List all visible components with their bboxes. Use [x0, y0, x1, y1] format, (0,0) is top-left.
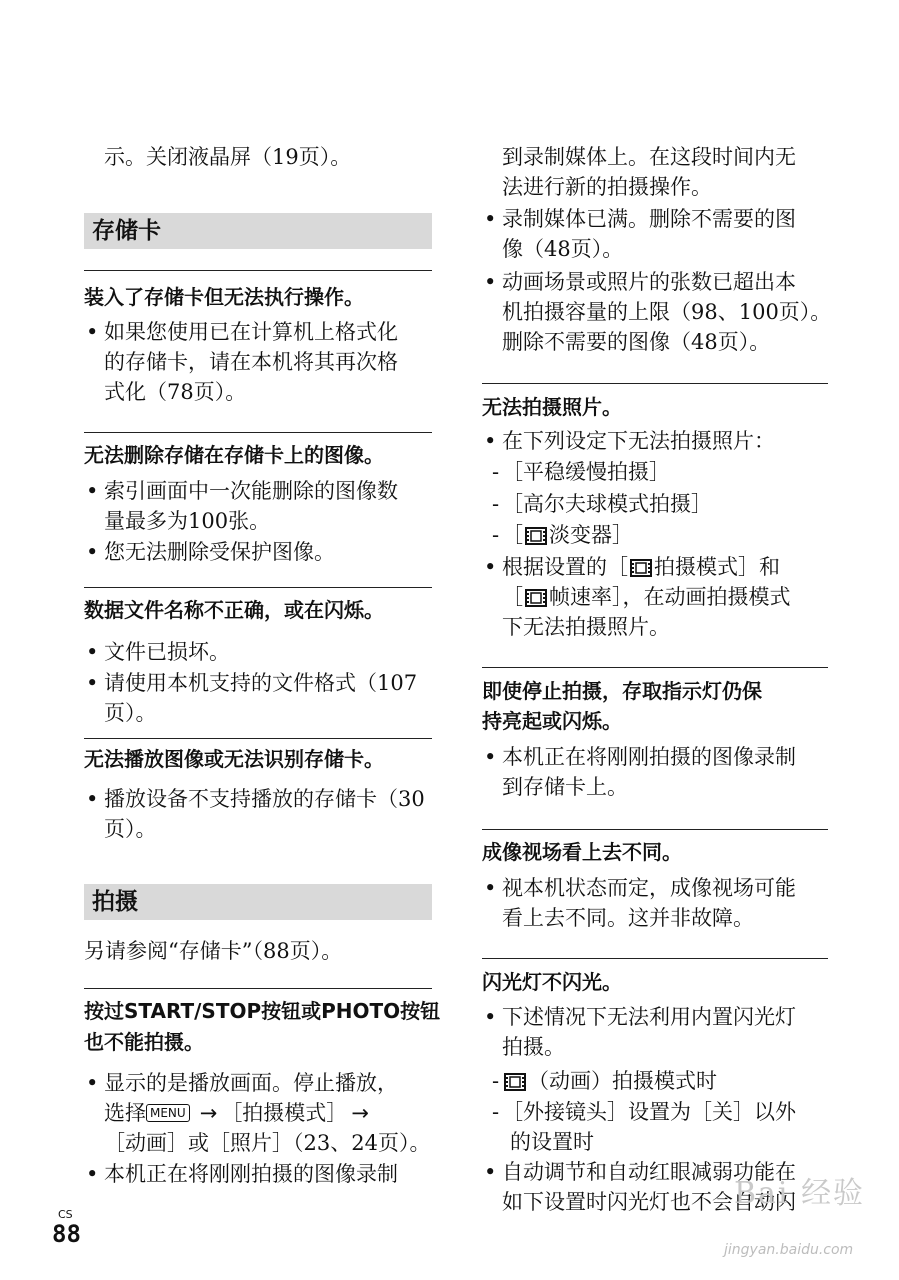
bullet: • — [484, 429, 497, 453]
dash-marker: - — [492, 523, 500, 547]
text-line: 本机正在将刚刚拍摄的图像录制 — [502, 745, 796, 769]
bullet: • — [484, 1005, 497, 1029]
dash-marker: - — [492, 460, 500, 484]
movie-film-icon — [630, 559, 652, 577]
divider — [84, 432, 432, 433]
arrow-right-icon: → — [351, 1101, 369, 1125]
section-title: 拍摄 — [92, 889, 138, 915]
text-line: ［外接镜头］设置为［关］以外 — [502, 1100, 796, 1124]
text-line: 在下列设定下无法拍摄照片： — [502, 429, 775, 453]
text-line: 到存储卡上。 — [502, 775, 628, 799]
language-code: CS — [58, 1208, 73, 1221]
divider — [84, 587, 432, 588]
bullet: • — [484, 270, 497, 294]
text-line: 像（48页）。 — [502, 237, 624, 261]
topic-heading: 成像视场看上去不同。 — [482, 840, 682, 864]
text-line: 自动调节和自动红眼减弱功能在 — [502, 1160, 796, 1184]
text-fragment: 拍摄模式］和 — [654, 555, 780, 579]
topic-heading: 也不能拍摄。 — [84, 1030, 204, 1054]
watermark — [720, 1168, 890, 1272]
text-line: ［高尔夫球模式拍摄］ — [502, 492, 712, 516]
bullet: • — [86, 1162, 99, 1186]
topic-heading: 持亮起或闪烁。 — [482, 709, 622, 733]
text-line: 的存储卡，请在本机将其再次格 — [104, 350, 398, 374]
topic-heading: 闪光灯不闪光。 — [482, 970, 622, 994]
text-line: 式化（78页）。 — [104, 380, 247, 404]
text-line — [502, 520, 633, 550]
text-line: 文件已损坏。 — [104, 640, 230, 664]
topic-heading: 无法拍摄照片。 — [482, 395, 622, 419]
text-line: 量最多为100张。 — [104, 509, 271, 533]
text-fragment: ［拍摄模式］ — [221, 1101, 348, 1125]
section-header-shooting — [84, 884, 432, 920]
movie-film-icon — [504, 1073, 526, 1091]
see-also-line: 另请参阅“存储卡”（88页）。 — [84, 939, 343, 963]
text-fragment: 淡变器］ — [549, 523, 633, 547]
text-fragment: （动画）拍摄模式时 — [528, 1069, 717, 1093]
text-line — [104, 1098, 373, 1128]
text-line: 索引画面中一次能删除的图像数 — [104, 479, 398, 503]
text-line: 删除不需要的图像（48页）。 — [502, 330, 771, 354]
divider — [84, 738, 432, 739]
menu-key-icon: MENU — [146, 1104, 190, 1122]
divider — [482, 667, 828, 668]
text-line: 动画场景或照片的张数已超出本 — [502, 270, 796, 294]
movie-film-icon — [525, 589, 547, 607]
watermark-logo: Bai 经验 — [734, 1176, 866, 1211]
page-number: 88 — [52, 1220, 81, 1248]
text-line: 页）。 — [104, 701, 157, 725]
text-line: 下无法拍摄照片。 — [502, 615, 670, 639]
text-fragment: 选择 — [104, 1101, 146, 1125]
intro-line: 示。关闭液晶屏（19页）。 — [104, 145, 352, 169]
text-line: 拍摄。 — [502, 1035, 565, 1059]
text-line: 您无法删除受保护图像。 — [104, 540, 335, 564]
text-fragment: ［ — [502, 523, 523, 547]
bullet: • — [484, 555, 497, 579]
divider — [482, 958, 828, 959]
text-line: 录制媒体已满。删除不需要的图 — [502, 207, 796, 231]
text-fragment: ［ — [502, 585, 523, 609]
text-line: ［平稳缓慢拍摄］ — [502, 460, 670, 484]
text-line: 如果您使用已在计算机上格式化 — [104, 320, 398, 344]
dash-marker: - — [492, 1100, 500, 1124]
watermark-url: jingyan.baidu.com — [724, 1242, 854, 1258]
bullet: • — [86, 640, 99, 664]
topic-heading: 按过START/STOP按钮或PHOTO按钮 — [84, 999, 441, 1023]
text-line: 请使用本机支持的文件格式（107 — [104, 671, 418, 695]
topic-heading: 数据文件名称不正确，或在闪烁。 — [84, 598, 384, 622]
section-title: 存储卡 — [92, 218, 161, 244]
bullet: • — [86, 671, 99, 695]
text-line: 机拍摄容量的上限（98、100页）。 — [502, 300, 832, 324]
arrow-right-icon: → — [199, 1101, 218, 1125]
text-line: 到录制媒体上。在这段时间内无 — [502, 145, 796, 169]
bullet: • — [86, 787, 99, 811]
text-line: 如下设置时闪光灯也不会自动闪 — [502, 1190, 796, 1214]
topic-heading: 即使停止拍摄，存取指示灯仍保 — [482, 679, 762, 703]
text-line: 显示的是播放画面。停止播放， — [104, 1071, 398, 1095]
text-line: 的设置时 — [510, 1130, 594, 1154]
text-line — [502, 582, 791, 612]
bullet: • — [484, 207, 497, 231]
divider — [482, 829, 828, 830]
section-header-memory-card — [84, 213, 432, 249]
topic-heading: 无法播放图像或无法识别存储卡。 — [84, 747, 384, 771]
text-line — [502, 552, 780, 582]
bullet: • — [484, 1160, 497, 1184]
text-fragment: 帧速率］，在动画拍摄模式 — [549, 585, 791, 609]
text-line: ［动画］或［照片］（23、24页）。 — [104, 1131, 431, 1155]
topic-heading: 装入了存储卡但无法执行操作。 — [84, 285, 364, 309]
bullet: • — [86, 479, 99, 503]
bullet: • — [484, 745, 497, 769]
text-line: 法进行新的拍摄操作。 — [502, 175, 712, 199]
movie-film-icon — [525, 527, 547, 545]
text-line: 视本机状态而定，成像视场可能 — [502, 876, 796, 900]
dash-marker: - — [492, 492, 500, 516]
text-fragment: 根据设置的［ — [502, 555, 628, 579]
divider — [482, 383, 828, 384]
text-line: 播放设备不支持播放的存储卡（30 — [104, 787, 425, 811]
topic-heading: 无法删除存储在存储卡上的图像。 — [84, 443, 384, 467]
text-line: 页）。 — [104, 817, 157, 841]
divider — [84, 270, 432, 271]
text-line: 看上去不同。这并非故障。 — [502, 906, 754, 930]
bullet: • — [86, 1071, 99, 1095]
dash-marker: - — [492, 1069, 500, 1093]
bullet: • — [86, 540, 99, 564]
divider — [84, 988, 432, 989]
bullet: • — [86, 320, 99, 344]
text-line: 下述情况下无法利用内置闪光灯 — [502, 1005, 796, 1029]
bullet: • — [484, 876, 497, 900]
text-line: 本机正在将刚刚拍摄的图像录制 — [104, 1162, 398, 1186]
text-line — [502, 1066, 717, 1096]
